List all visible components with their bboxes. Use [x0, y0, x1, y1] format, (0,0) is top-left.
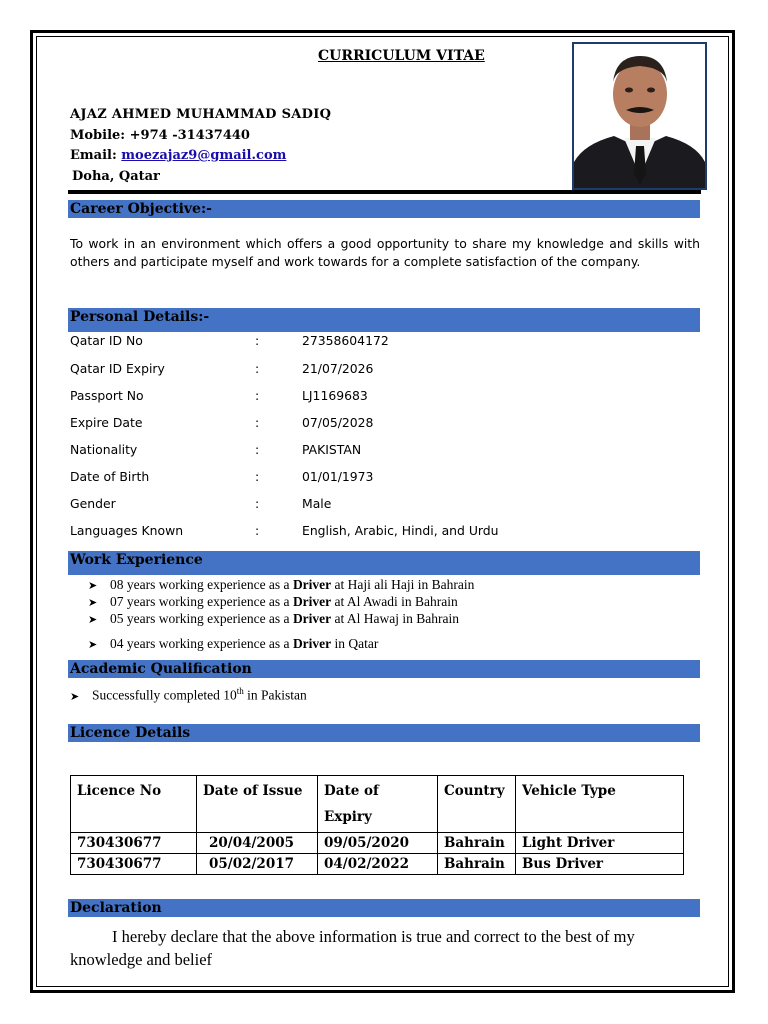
academic-text: Successfully completed 10 — [92, 687, 237, 703]
personal-detail-row — [70, 523, 700, 543]
work-experience-role: Driver — [292, 636, 332, 651]
work-experience-item — [88, 611, 459, 627]
personal-detail-value: 07/05/2028 — [302, 415, 374, 430]
work-experience-text: 05 years working experience as a — [110, 611, 293, 626]
personal-detail-row — [70, 333, 700, 353]
personal-detail-separator: : — [255, 415, 260, 430]
personal-detail-separator: : — [255, 469, 260, 484]
arrow-bullet-icon: ➤ — [88, 579, 98, 592]
cell-date-of-expiry: 04/02/2022 — [318, 854, 438, 875]
col-date-of-issue: Date of Issue — [197, 776, 318, 833]
personal-detail-label: Languages Known — [70, 523, 184, 538]
cell-country: Bahrain — [438, 833, 516, 854]
personal-detail-separator: : — [255, 361, 260, 376]
profile-photo — [572, 42, 707, 190]
section-career-objective: Career Objective:- — [68, 200, 700, 218]
email-line — [70, 148, 286, 163]
personal-detail-separator: : — [255, 388, 260, 403]
work-experience-employer: in Qatar — [331, 636, 379, 651]
personal-detail-row — [70, 361, 700, 381]
section-academic-qualification: Academic Qualification — [68, 660, 700, 678]
work-experience-text: 07 years working experience as a — [110, 594, 293, 609]
personal-detail-label: Qatar ID No — [70, 333, 143, 348]
section-work-experience: Work Experience — [68, 551, 700, 575]
personal-detail-value: 21/07/2026 — [302, 361, 374, 376]
personal-detail-label: Passport No — [70, 388, 144, 403]
declaration-body: I hereby declare that the above information is true and correct to the best of my knowledge and belief — [70, 927, 635, 969]
personal-detail-label: Date of Birth — [70, 469, 150, 484]
academic-place: in Pakistan — [243, 687, 307, 703]
work-experience-employer: at Al Hawaj in Bahrain — [331, 611, 460, 626]
cell-vehicle-type: Light Driver — [516, 833, 684, 854]
academic-superscript: th — [236, 686, 244, 696]
licence-table — [70, 775, 684, 875]
personal-detail-label: Gender — [70, 496, 116, 511]
email-label: Email: — [70, 148, 117, 163]
personal-detail-row — [70, 415, 700, 435]
cell-date-of-issue: 20/04/2005 — [197, 833, 318, 854]
personal-detail-separator: : — [255, 442, 260, 457]
portrait-image — [574, 44, 705, 188]
personal-detail-row — [70, 496, 700, 516]
table-row — [71, 854, 684, 875]
work-experience-role: Driver — [292, 594, 332, 609]
personal-detail-separator: : — [255, 496, 260, 511]
section-declaration: Declaration — [68, 899, 700, 917]
personal-detail-separator: : — [255, 523, 260, 538]
header-divider — [68, 190, 701, 194]
cell-licence-no: 730430677 — [71, 854, 197, 875]
cell-date-of-issue: 05/02/2017 — [197, 854, 318, 875]
personal-detail-separator: : — [255, 333, 260, 348]
applicant-name: AJAZ AHMED MUHAMMAD SADIQ — [70, 107, 332, 122]
career-objective-text: To work in an environment which offers a good opportunity to share my knowledge and skills with others and participate myself and work towards for a complete satisfaction of the company. — [70, 236, 700, 269]
work-experience-employer: at Haji ali Haji in Bahrain — [331, 577, 475, 592]
work-experience-employer: at Al Awadi in Bahrain — [331, 594, 458, 609]
personal-detail-value: PAKISTAN — [302, 442, 362, 457]
section-personal-details: Personal Details:- — [68, 308, 700, 332]
arrow-bullet-icon: ➤ — [88, 596, 98, 609]
personal-detail-label: Nationality — [70, 442, 138, 457]
cell-country: Bahrain — [438, 854, 516, 875]
work-experience-role: Driver — [292, 611, 332, 626]
academic-item — [70, 686, 307, 704]
work-experience-role: Driver — [292, 577, 332, 592]
arrow-bullet-icon: ➤ — [70, 689, 80, 703]
personal-detail-row — [70, 388, 700, 408]
personal-detail-value: 27358604172 — [302, 333, 389, 348]
cell-date-of-expiry: 09/05/2020 — [318, 833, 438, 854]
email-link[interactable]: moezajaz9@gmail.com — [121, 148, 287, 163]
section-licence-details: Licence Details — [68, 724, 700, 742]
personal-detail-row — [70, 442, 700, 462]
work-experience-text: 08 years working experience as a — [110, 577, 293, 592]
cell-licence-no: 730430677 — [71, 833, 197, 854]
personal-detail-row — [70, 469, 700, 489]
table-row — [71, 833, 684, 854]
personal-detail-value: English, Arabic, Hindi, and Urdu — [302, 523, 499, 538]
mobile-line — [70, 128, 250, 143]
work-experience-item — [88, 594, 458, 610]
col-licence-no: Licence No — [71, 776, 197, 833]
declaration-text — [70, 925, 700, 971]
document-title: CURRICULUM VITAE — [318, 48, 485, 64]
personal-detail-label: Expire Date — [70, 415, 143, 430]
personal-detail-value: Male — [302, 496, 332, 511]
licence-table-header — [71, 776, 684, 833]
mobile-number: +974 -31437440 — [129, 128, 250, 143]
arrow-bullet-icon: ➤ — [88, 613, 98, 626]
personal-detail-value: LJ1169683 — [302, 388, 368, 403]
cell-vehicle-type: Bus Driver — [516, 854, 684, 875]
col-country: Country — [438, 776, 516, 833]
col-vehicle-type: Vehicle Type — [516, 776, 684, 833]
personal-detail-value: 01/01/1973 — [302, 469, 374, 484]
arrow-bullet-icon: ➤ — [88, 638, 98, 651]
work-experience-text: 04 years working experience as a — [110, 636, 293, 651]
col-date-of-expiry: Date of Expiry — [318, 776, 438, 833]
work-experience-item — [88, 636, 378, 652]
personal-detail-label: Qatar ID Expiry — [70, 361, 165, 376]
mobile-label: Mobile: — [70, 128, 126, 143]
location: Doha, Qatar — [72, 169, 160, 184]
work-experience-item — [88, 577, 474, 593]
